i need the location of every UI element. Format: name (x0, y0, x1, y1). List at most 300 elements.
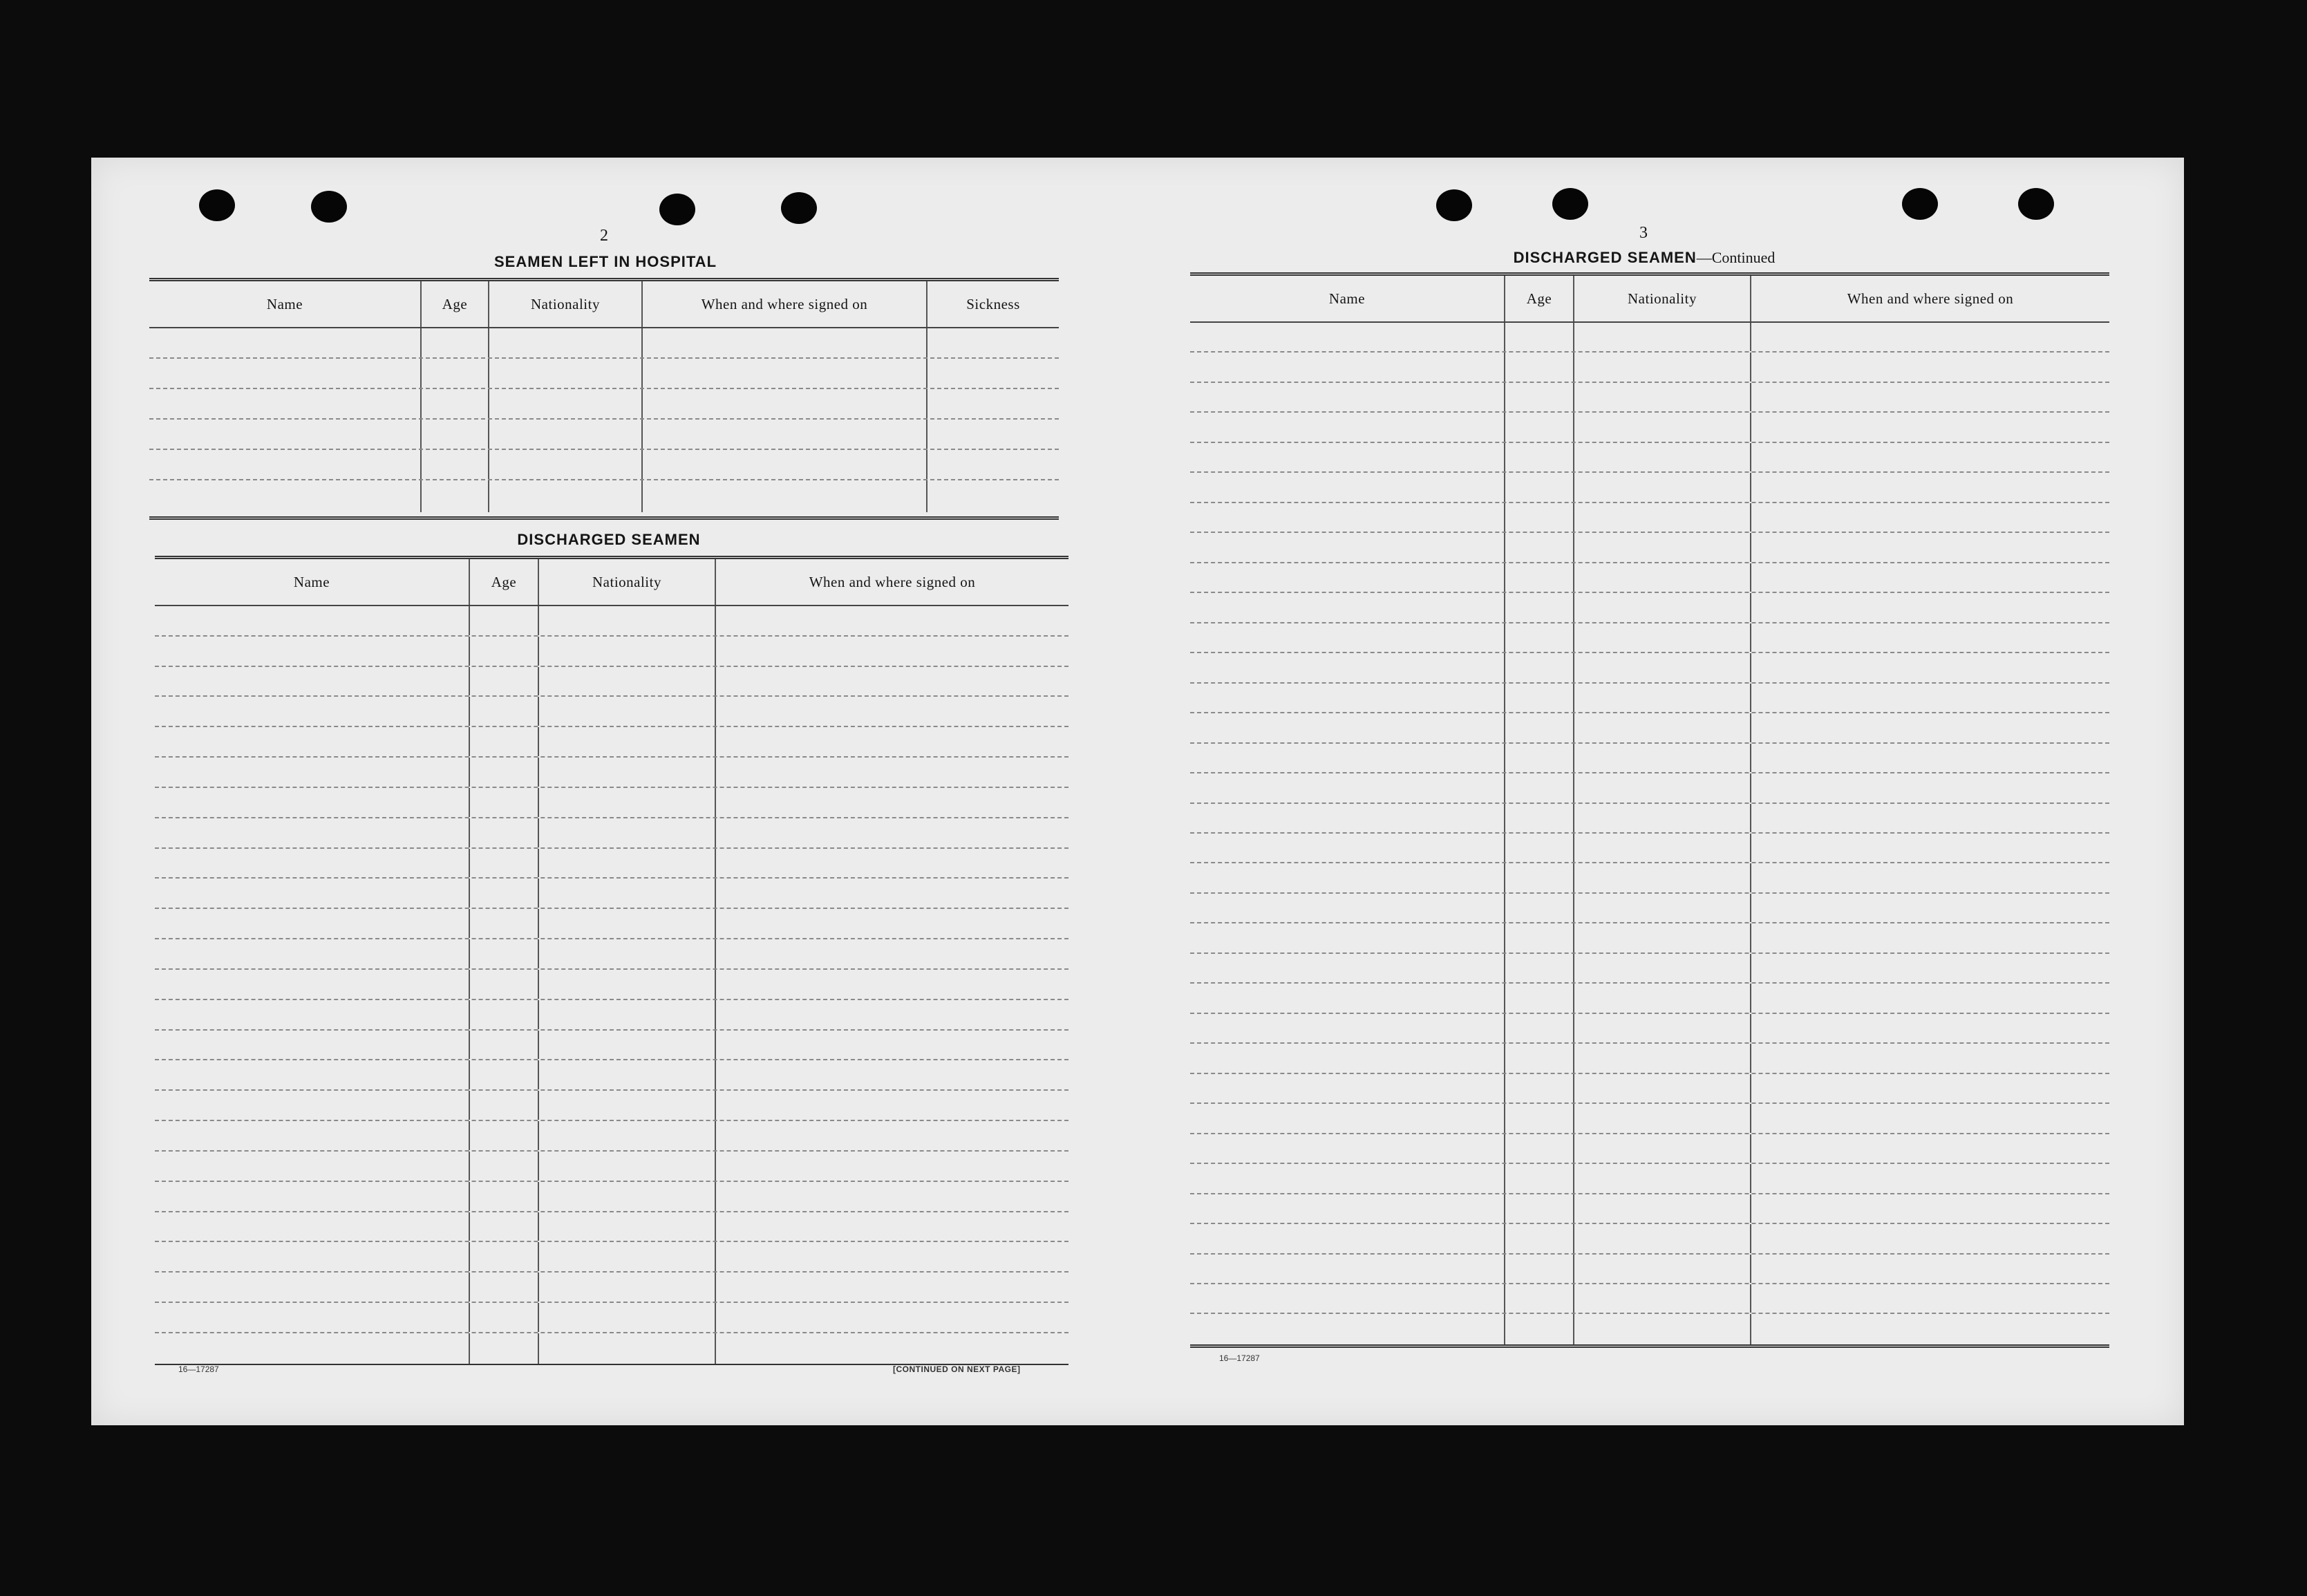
table-cell (539, 1242, 716, 1271)
table-cell (539, 788, 716, 817)
table-cell (1574, 1224, 1751, 1252)
table-row (1190, 383, 2109, 413)
table-cell (716, 939, 1068, 968)
table-cell (1574, 744, 1751, 772)
table-cell (1574, 834, 1751, 862)
table-cell (470, 788, 539, 817)
table-cell (1751, 744, 2109, 772)
table-row (1190, 713, 2109, 743)
table-cell (155, 1182, 470, 1211)
table-row (1190, 1284, 2109, 1314)
table-row (155, 606, 1068, 637)
table-cell (1574, 894, 1751, 922)
hospital-table (149, 278, 1059, 520)
page-number: 2 (600, 227, 608, 245)
table-cell (155, 1242, 470, 1271)
table-cell (1751, 323, 2109, 351)
table-cell (1190, 533, 1505, 561)
table-cell (1505, 323, 1574, 351)
table-cell (1190, 834, 1505, 862)
table-cell (1751, 1164, 2109, 1192)
table-cell (1190, 1134, 1505, 1163)
table-cell (539, 849, 716, 878)
table-cell (1190, 323, 1505, 351)
table-cell (716, 1000, 1068, 1029)
table-cell (716, 1242, 1068, 1271)
table-row (1190, 863, 2109, 893)
table-cell (539, 1152, 716, 1181)
table-cell (1190, 353, 1505, 381)
table-row (1190, 1224, 2109, 1254)
table-row (1190, 1044, 2109, 1073)
table-cell (1751, 1194, 2109, 1223)
table-cell (716, 1273, 1068, 1302)
table-cell (716, 1333, 1068, 1364)
table-cell (1505, 1194, 1574, 1223)
table-cell (1574, 563, 1751, 592)
table-cell (716, 879, 1068, 908)
table-cell (1505, 984, 1574, 1012)
punch-hole (659, 194, 695, 225)
table-cell (1505, 533, 1574, 561)
imprint-code: 16—17287 (1219, 1353, 1260, 1363)
table-cell (1751, 863, 2109, 892)
table-cell (1505, 1314, 1574, 1344)
table-cell (1190, 623, 1505, 652)
table-cell (539, 758, 716, 787)
table-cell (470, 1031, 539, 1060)
table-cell (155, 758, 470, 787)
table-cell (716, 667, 1068, 696)
column-header-nationality: Nationality (489, 281, 643, 327)
table-row (155, 1333, 1068, 1364)
table-cell (1574, 923, 1751, 952)
discharged-table (155, 556, 1068, 1365)
table-row (1190, 323, 2109, 353)
table-cell (1574, 533, 1751, 561)
table-cell (470, 637, 539, 666)
table-cell (155, 909, 470, 938)
table-cell (1751, 383, 2109, 411)
table-row (1190, 563, 2109, 593)
table-cell (155, 818, 470, 847)
table-cell (155, 1152, 470, 1181)
table-cell (1190, 954, 1505, 982)
table-cell (1190, 443, 1505, 471)
table-cell (470, 879, 539, 908)
page-number: 3 (1639, 224, 1648, 242)
table-cell (1505, 1134, 1574, 1163)
table-cell (716, 1303, 1068, 1332)
table-cell (470, 1000, 539, 1029)
table-row (155, 1273, 1068, 1303)
table-row (149, 450, 1059, 480)
table-row (1190, 473, 2109, 503)
table-cell (470, 697, 539, 726)
table-cell (1190, 1104, 1505, 1132)
section-title-discharged: DISCHARGED SEAMEN (517, 531, 701, 548)
table-cell (1574, 653, 1751, 682)
table-row (1190, 503, 2109, 533)
table-cell (1190, 713, 1505, 742)
table-cell (470, 1212, 539, 1241)
table-cell (155, 667, 470, 696)
table-cell (1751, 1224, 2109, 1252)
table-cell (470, 909, 539, 938)
table-cell (1751, 1104, 2109, 1132)
table-cell (1751, 533, 2109, 561)
table-cell (1505, 863, 1574, 892)
table-cell (1190, 773, 1505, 802)
table-cell (1190, 1044, 1505, 1072)
table-cell (1751, 413, 2109, 441)
table-row (155, 1212, 1068, 1243)
table-cell (1190, 984, 1505, 1012)
table-cell (1751, 353, 2109, 381)
table-cell (1190, 1074, 1505, 1102)
table-cell (1574, 1255, 1751, 1283)
table-cell (1190, 503, 1505, 532)
punch-hole (781, 192, 817, 224)
table-cell (539, 939, 716, 968)
table-cell (716, 1031, 1068, 1060)
column-header-nationality: Nationality (539, 559, 716, 605)
table-cell (1751, 473, 2109, 501)
table-row (155, 1000, 1068, 1031)
table-cell (539, 909, 716, 938)
table-cell (1751, 1074, 2109, 1102)
table-cell (155, 970, 470, 999)
table-row (155, 788, 1068, 818)
table-cell (1751, 563, 2109, 592)
table-cell (155, 1091, 470, 1120)
table-row (149, 480, 1059, 512)
table-cell (539, 1031, 716, 1060)
table-cell (1505, 1014, 1574, 1042)
table-cell (1505, 804, 1574, 832)
table-cell (539, 1121, 716, 1150)
table-cell (470, 970, 539, 999)
column-header-name: Name (1190, 276, 1505, 321)
table-row (155, 1182, 1068, 1212)
table-cell (155, 1333, 470, 1364)
table-cell (1190, 923, 1505, 952)
table-cell (1574, 383, 1751, 411)
table-row (155, 667, 1068, 697)
table-cell (1751, 684, 2109, 712)
table-cell (1505, 353, 1574, 381)
table-row (155, 1242, 1068, 1273)
table-cell (1574, 1134, 1751, 1163)
table-cell (1751, 593, 2109, 621)
table-cell (1574, 1044, 1751, 1072)
table-cell (1190, 1014, 1505, 1042)
table-cell (539, 727, 716, 756)
table-cell (1505, 503, 1574, 532)
left-page (91, 158, 1138, 1425)
table-cell (1751, 834, 2109, 862)
table-cell (1751, 1314, 2109, 1344)
table-row (1190, 894, 2109, 923)
table-cell (1751, 1284, 2109, 1313)
table-cell (1505, 713, 1574, 742)
discharged-continued-table (1190, 272, 2109, 1348)
table-cell (716, 1091, 1068, 1120)
table-cell (1751, 443, 2109, 471)
table-cell (539, 1060, 716, 1089)
table-cell (1190, 473, 1505, 501)
table-row (1190, 1314, 2109, 1344)
table-cell (155, 788, 470, 817)
table-cell (716, 1152, 1068, 1181)
table-cell (1505, 1044, 1574, 1072)
table-cell (1574, 1314, 1751, 1344)
table-cell (1751, 923, 2109, 952)
table-cell (155, 939, 470, 968)
table-cell (539, 667, 716, 696)
column-header-signed-on: When and where signed on (809, 573, 976, 590)
table-cell (716, 818, 1068, 847)
punch-hole (311, 191, 347, 223)
table-row (1190, 1164, 2109, 1194)
column-header-signed-on: When and where signed on (643, 281, 927, 327)
table-cell (1505, 773, 1574, 802)
table-row (1190, 1074, 2109, 1104)
table-cell (716, 637, 1068, 666)
table-cell (539, 1000, 716, 1029)
table-cell (470, 667, 539, 696)
table-cell (539, 1333, 716, 1364)
table-row (1190, 413, 2109, 442)
table-row (155, 727, 1068, 758)
table-cell (1574, 1014, 1751, 1042)
table-row (155, 939, 1068, 970)
table-row (1190, 443, 2109, 473)
table-cell (1190, 1255, 1505, 1283)
table-cell (155, 1031, 470, 1060)
table-row (155, 1031, 1068, 1061)
table-cell (155, 1000, 470, 1029)
table-row (1190, 984, 2109, 1013)
table-cell (1751, 1255, 2109, 1283)
table-cell (1505, 563, 1574, 592)
table-cell (1574, 684, 1751, 712)
punch-hole (1902, 188, 1938, 220)
table-cell (1574, 713, 1751, 742)
table-cell (1190, 744, 1505, 772)
table-cell (1190, 1284, 1505, 1313)
table-cell (470, 1091, 539, 1120)
table-header (1190, 276, 2109, 323)
table-row (1190, 1194, 2109, 1224)
table-cell (1505, 684, 1574, 712)
table-cell (1751, 1044, 2109, 1072)
table-cell (155, 1060, 470, 1089)
table-cell (1505, 1224, 1574, 1252)
table-row (155, 697, 1068, 727)
table-cell (1190, 593, 1505, 621)
table-row (1190, 1104, 2109, 1134)
table-cell (716, 697, 1068, 726)
table-cell (1751, 773, 2109, 802)
table-cell (1574, 353, 1751, 381)
table-cell (155, 849, 470, 878)
table-cell (1505, 1164, 1574, 1192)
table-row (1190, 744, 2109, 773)
table-row (1190, 923, 2109, 953)
table-cell (1574, 473, 1751, 501)
table-cell (1574, 503, 1751, 532)
table-cell (716, 727, 1068, 756)
table-cell (1190, 1164, 1505, 1192)
table-cell (1505, 923, 1574, 952)
table-row (1190, 834, 2109, 863)
table-row (155, 970, 1068, 1000)
table-cell (1505, 834, 1574, 862)
table-cell (1574, 593, 1751, 621)
table-cell (1574, 623, 1751, 652)
table-cell (716, 1182, 1068, 1211)
section-title-hospital: SEAMEN LEFT IN HOSPITAL (493, 253, 717, 270)
table-body (155, 606, 1068, 1364)
table-body (1190, 323, 2109, 1344)
table-cell (470, 1242, 539, 1271)
table-cell (1505, 954, 1574, 982)
table-cell (470, 1060, 539, 1089)
table-cell (470, 818, 539, 847)
table-cell (470, 1273, 539, 1302)
table-row (155, 909, 1068, 939)
table-cell (539, 606, 716, 635)
table-cell (470, 849, 539, 878)
table-cell (1751, 503, 2109, 532)
table-cell (539, 1091, 716, 1120)
table-row (155, 1091, 1068, 1121)
table-cell (716, 1060, 1068, 1089)
table-cell (539, 1273, 716, 1302)
punch-hole (1436, 189, 1472, 221)
table-cell (1190, 383, 1505, 411)
table-header (155, 559, 1068, 606)
right-page (1138, 158, 2184, 1425)
table-cell (470, 606, 539, 635)
table-row (149, 420, 1059, 450)
punch-hole (199, 189, 235, 221)
table-cell (1751, 653, 2109, 682)
table-row (155, 1152, 1068, 1182)
table-cell (1574, 1284, 1751, 1313)
table-row (1190, 1134, 2109, 1164)
table-row (1190, 684, 2109, 713)
table-cell (716, 849, 1068, 878)
table-cell (1505, 383, 1574, 411)
column-header-signed-on: When and where signed on (1847, 290, 2014, 307)
table-row (149, 328, 1059, 359)
column-header-sickness: Sickness (966, 295, 1020, 312)
table-body (149, 328, 1059, 512)
table-cell (1505, 593, 1574, 621)
table-row (1190, 533, 2109, 563)
table-cell (1574, 1194, 1751, 1223)
table-cell (1505, 744, 1574, 772)
table-cell (470, 727, 539, 756)
table-cell (1190, 804, 1505, 832)
table-cell (716, 1121, 1068, 1150)
table-cell (1574, 413, 1751, 441)
table-cell (1190, 563, 1505, 592)
column-header-nationality: Nationality (1574, 276, 1751, 321)
table-row (149, 389, 1059, 420)
imprint-code: 16—17287 (178, 1364, 219, 1374)
table-cell (1505, 623, 1574, 652)
table-cell (155, 606, 470, 635)
table-cell (1574, 954, 1751, 982)
table-row (1190, 1014, 2109, 1044)
table-cell (539, 1212, 716, 1241)
table-cell (1190, 1194, 1505, 1223)
table-row (149, 359, 1059, 389)
table-row (1190, 623, 2109, 653)
table-row (155, 879, 1068, 909)
table-cell (155, 697, 470, 726)
table-cell (1574, 1104, 1751, 1132)
table-cell (1751, 894, 2109, 922)
table-cell (1505, 443, 1574, 471)
table-cell (470, 1182, 539, 1211)
table-cell (716, 758, 1068, 787)
table-row (155, 758, 1068, 788)
table-cell (155, 637, 470, 666)
table-cell (1505, 1255, 1574, 1283)
table-cell (155, 879, 470, 908)
table-row (1190, 804, 2109, 834)
section-title-discharged-continued: DISCHARGED SEAMEN—Continued (1513, 249, 1776, 266)
table-cell (1574, 323, 1751, 351)
table-cell (1574, 804, 1751, 832)
table-cell (155, 1273, 470, 1302)
table-cell (1505, 894, 1574, 922)
table-cell (1574, 863, 1751, 892)
table-cell (539, 1303, 716, 1332)
table-cell (1751, 623, 2109, 652)
form-sheet (91, 158, 2184, 1425)
column-header-name: Name (149, 281, 422, 327)
table-cell (716, 909, 1068, 938)
table-cell (1505, 653, 1574, 682)
table-cell (1505, 1104, 1574, 1132)
table-cell (1751, 1014, 2109, 1042)
table-cell (1751, 984, 2109, 1012)
table-cell (1190, 684, 1505, 712)
table-row (1190, 773, 2109, 803)
table-cell (470, 1303, 539, 1332)
table-cell (1190, 1314, 1505, 1344)
table-row (1190, 653, 2109, 683)
table-row (1190, 954, 2109, 984)
table-cell (155, 1121, 470, 1150)
column-header-name: Name (155, 559, 470, 605)
table-row (155, 1121, 1068, 1152)
table-header (149, 281, 1059, 328)
table-row (155, 637, 1068, 667)
punch-hole (2018, 188, 2054, 220)
table-cell (1505, 1284, 1574, 1313)
table-cell (1505, 473, 1574, 501)
table-cell (539, 970, 716, 999)
table-cell (155, 1303, 470, 1332)
table-cell (1751, 954, 2109, 982)
table-cell (716, 606, 1068, 635)
